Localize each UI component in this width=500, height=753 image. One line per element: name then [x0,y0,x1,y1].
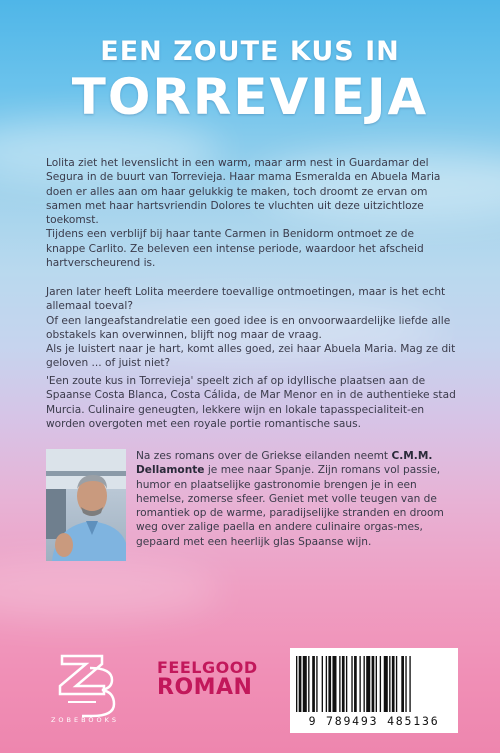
blurb-paragraph-2: Jaren later heeft Lolita meerdere toevallige ontmoetingen, maar is het echt allemaal toeval? Of een langeafstandrelatie een goed idee is en onvoorwaardelijke liefde alle obstakels kan overwinnen, blijft nog maar de vraag. Als je luistert naar je hart, komt alles goed, zei haar Abuela Maria. Mag ze dit geloven ... of juist niet? [46,286,456,370]
author-name: C.M.M. Dellamonte [136,450,433,477]
genre-label: FEELGOOD ROMAN [157,658,258,700]
publisher-name: ZOBEBOOKS [50,716,120,724]
isbn-barcode [290,648,458,733]
blurb-paragraph-3: 'Een zoute kus in Torrevieja' speelt zich af op idyllische plaatsen aan de Spaanse Costa Blanca, Costa Cálida, de Mar Menor en in de authentieke stad Murcia. Culinaire geneugten, lekkere wijn en lokale tapasspecialiteit-en worden overgoten met een royale portie romantische saus. [46,375,456,430]
title-line-2: TORREVIEJA [71,68,429,126]
author-portrait-icon [46,449,126,561]
author-bio: Na zes romans over de Griekse eilanden neemt C.M.M. Dellamonte je mee naar Spanje. Zijn romans vol passie, humor en plaatselijke gastronomie brengen je in een hemelse, zomerse sfeer. Geniet met volle teugen van de romantiek op de warme, paradijselijke stranden en droom weg over zalige paella en andere culinaire orgas-mes, gepaard met een heerlijk glas Spaanse wijn. [136,450,444,548]
title-line-1: EEN ZOUTE KUS IN [100,36,400,67]
author-photo [46,449,126,561]
zobebooks-logo-icon [52,646,118,718]
blurb-paragraph-1: Lolita ziet het levenslicht in een warm, maar arm nest in Guardamar del Segura in de buurt van Torrevieja. Haar mama Esmeralda en Abuela Maria doen er alles aan om haar gelukkig te maken, toch droomt ze ervan om samen met haar hartsvriendin Dolores te vluchten uit deze uitzichtloze toekomst. Tijdens een verblijf bij haar tante Carmen in Benidorm ontmoet ze de knappe Carlito. Ze beleven een intense periode, waardoor het afscheid hartverscheurend is. [46,157,441,270]
barcode-bars [290,648,458,714]
isbn-number: 9 789493 485136 [308,714,440,728]
